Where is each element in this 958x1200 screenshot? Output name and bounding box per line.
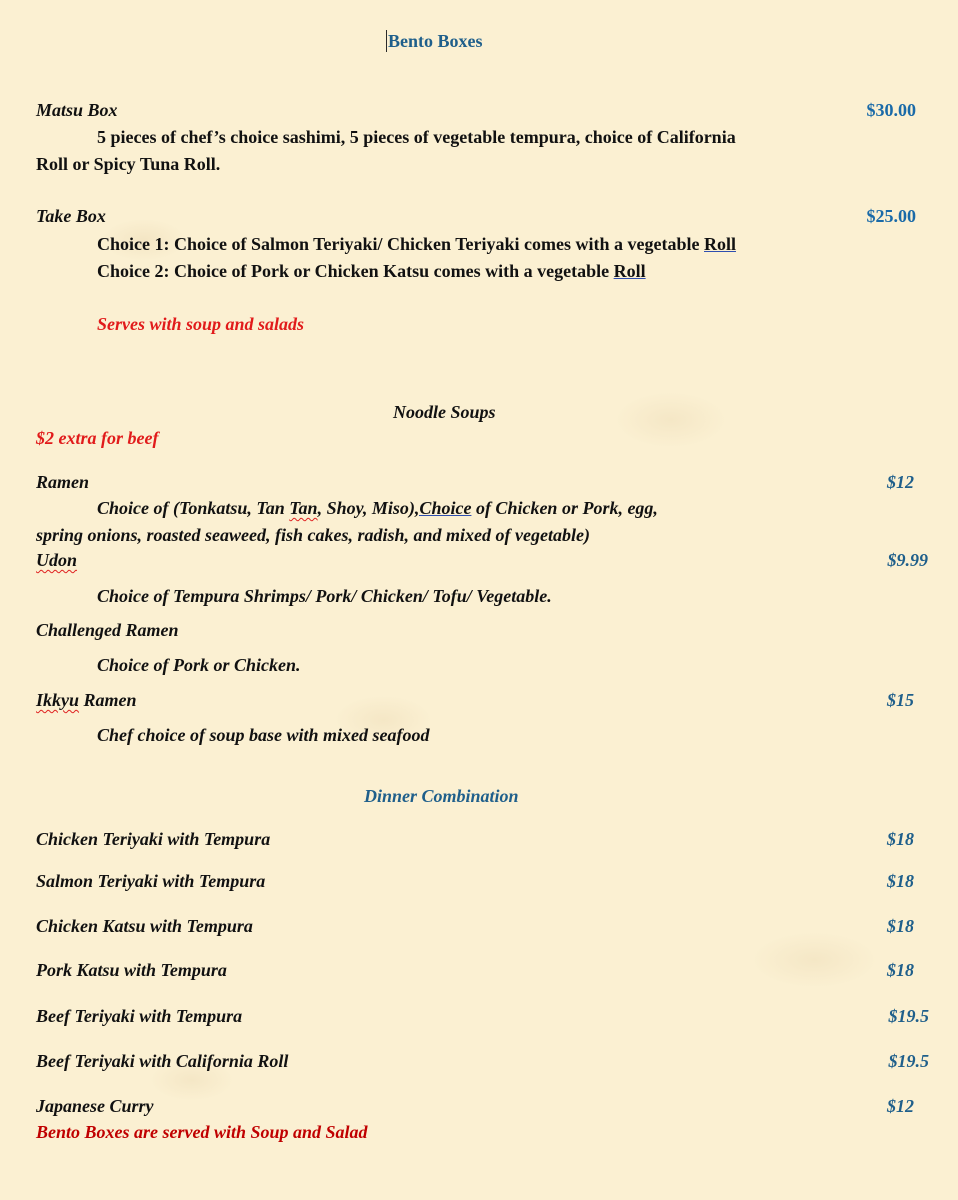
beef-extra-note: $2 extra for beef: [36, 428, 159, 448]
dinner-item-name: Chicken Teriyaki with Tempura: [36, 829, 271, 849]
bento-footer-note: Bento Boxes are served with Soup and Salad: [36, 1122, 368, 1142]
take-box-choice-1: [97, 233, 736, 255]
dinner-item-name: Chicken Katsu with Tempura: [36, 916, 253, 936]
challenged-ramen-name: Challenged Ramen: [36, 620, 179, 640]
matsu-box-desc-line1: 5 pieces of chef’s choice sashimi, 5 pieces of vegetable tempura, choice of California: [97, 127, 736, 147]
dinner-item-price: $18: [887, 871, 914, 891]
take-box-choice-2-text: Choice 2: Choice of Pork or Chicken Katsu comes with a vegetable: [97, 261, 614, 281]
dinner-item-name: Beef Teriyaki with Tempura: [36, 1006, 243, 1026]
ramen-desc-e: of Chicken or Pork, egg,: [471, 498, 658, 518]
take-box-price: $25.00: [866, 206, 916, 226]
ramen-desc-choice: ),Choice: [408, 498, 472, 518]
ramen-name: Ramen: [36, 472, 90, 492]
udon-desc: Choice of Tempura Shrimps/ Pork/ Chicken/ Tofu/ Vegetable.: [97, 586, 552, 606]
take-box-name: Take Box: [36, 206, 106, 226]
take-box-choice-1-text: Choice 1: Choice of Salmon Teriyaki/ Chicken Teriyaki comes with a vegetable: [97, 234, 704, 254]
dinner-item-name: Japanese Curry: [36, 1096, 154, 1116]
ikkyu-ramen-price: $15: [887, 690, 914, 710]
ramen-desc-c: , Shoy, Miso: [317, 498, 409, 518]
udon-price: $9.99: [887, 550, 928, 570]
bento-title: Bento Boxes: [388, 31, 483, 51]
text-cursor: [386, 30, 387, 52]
ramen-desc-line2: spring onions, roasted seaweed, fish cakes, radish, and mixed of vegetable): [36, 525, 590, 545]
dinner-title: Dinner Combination: [364, 786, 519, 806]
udon-name: Udon: [36, 550, 78, 570]
ikkyu-ramen-name: [36, 689, 137, 711]
dinner-item-price: $19.5: [888, 1051, 929, 1071]
ikkyu-ramen-desc: Chef choice of soup base with mixed seafood: [97, 725, 430, 745]
ikkyu-ramen-word: Ramen: [79, 690, 137, 710]
matsu-box-price: $30.00: [866, 100, 916, 120]
take-box-choice-2-roll: Roll: [613, 261, 646, 281]
ramen-desc-tan: Tan: [289, 498, 318, 518]
ramen-desc-a: Choice of (Tonkatsu, Tan: [97, 498, 290, 518]
ramen-desc-line1: [97, 497, 658, 519]
dinner-item-price: $18: [887, 916, 914, 936]
dinner-item-price: $18: [887, 960, 914, 980]
ikkyu-word: Ikkyu: [36, 690, 80, 710]
dinner-item-price: $18: [887, 829, 914, 849]
challenged-ramen-desc: Choice of Pork or Chicken.: [97, 655, 301, 675]
dinner-item-name: Salmon Teriyaki with Tempura: [36, 871, 266, 891]
matsu-box-name: Matsu Box: [36, 100, 118, 120]
take-box-choice-2: [97, 260, 646, 282]
matsu-box-desc-line2: Roll or Spicy Tuna Roll.: [36, 154, 221, 174]
dinner-item-name: Pork Katsu with Tempura: [36, 960, 227, 980]
dinner-item-price: $19.5: [888, 1006, 929, 1026]
take-box-choice-1-roll: Roll: [704, 234, 737, 254]
serves-note: Serves with soup and salads: [97, 314, 305, 334]
dinner-item-price: $12: [887, 1096, 914, 1116]
noodle-title: Noodle Soups: [393, 402, 496, 422]
dinner-item-name: Beef Teriyaki with California Roll: [36, 1051, 289, 1071]
ramen-price: $12: [887, 472, 914, 492]
